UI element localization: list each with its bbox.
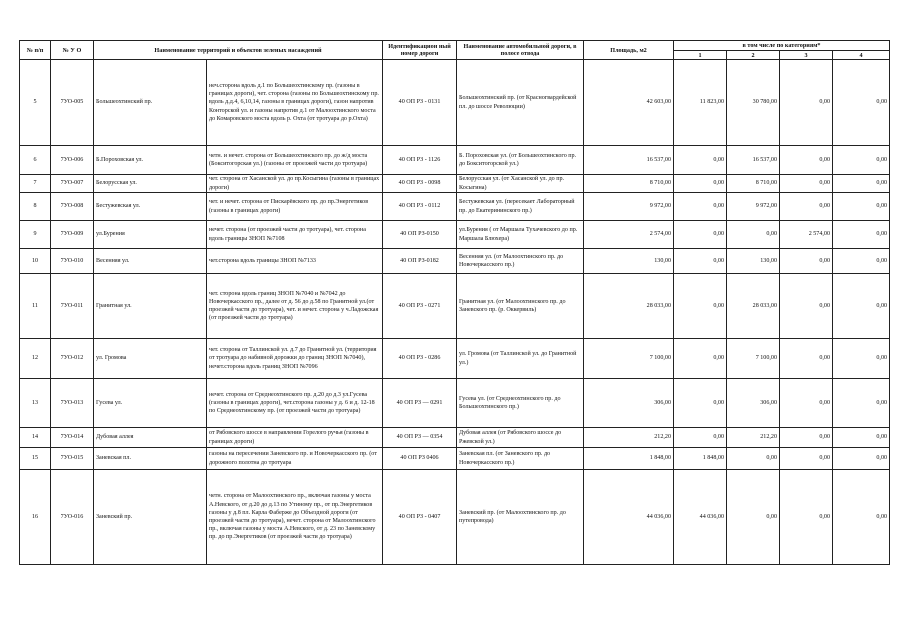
row-road-id: 40 ОП РЗ — 0354: [383, 428, 457, 448]
row-road-name: ул. Громова (от Таллинской ул. до Гранитной ул.): [457, 339, 584, 379]
row-category-4: 0,00: [833, 193, 890, 221]
green-areas-table: [19, 40, 890, 565]
row-road-id: 40 ОП РЗ - 0112: [383, 193, 457, 221]
row-category-1: 0,00: [674, 175, 727, 193]
row-category-2: 9 972,00: [727, 193, 780, 221]
table-row: [20, 60, 890, 146]
row-uo-code: 7УО-014: [51, 428, 94, 448]
row-road-id: 40 ОП РЗ - 0271: [383, 274, 457, 339]
header-cat-1: 1: [674, 51, 727, 60]
row-number: 16: [20, 470, 51, 565]
row-category-4: 0,00: [833, 339, 890, 379]
row-description: от Рябовского шоссе в направлении Горелого ручья (газоны в границах дороги): [207, 428, 383, 448]
row-area: 130,00: [584, 249, 674, 274]
row-category-1: 1 848,00: [674, 448, 727, 470]
row-number: 14: [20, 428, 51, 448]
row-category-4: 0,00: [833, 221, 890, 249]
row-area: 2 574,00: [584, 221, 674, 249]
table-row: [20, 274, 890, 339]
row-uo-code: 7УО-016: [51, 470, 94, 565]
row-category-3: 0,00: [780, 448, 833, 470]
header-cat-2: 2: [727, 51, 780, 60]
row-uo-code: 7УО-008: [51, 193, 94, 221]
row-description: чет. сторона вдоль границ ЗНОП №7040 и №7042 до Новочеркасского пр., далее от д. 56 до д.58 по Гранитной ул.(от проезжей части до тротуара), чет. и нечет. сторона у ч.Ладожская (от проезжей части до тротуара): [207, 274, 383, 339]
header-num: № п/п: [20, 41, 51, 60]
row-category-4: 0,00: [833, 379, 890, 428]
header-road: Наименование автомобильной дороги, в полосе отвода: [457, 41, 584, 60]
row-description: газоны на пересечении Заневского пр. и Новочеркасского пр. (от дорожного полотна до тротуара: [207, 448, 383, 470]
row-territory-name: Гусева ул.: [94, 379, 207, 428]
row-category-1: 0,00: [674, 221, 727, 249]
header-cat-4: 4: [833, 51, 890, 60]
row-road-name: Заневский пр. (от Малоохтинского пр. до путепровода): [457, 470, 584, 565]
row-road-id: 40 ОП РЗ - 0131: [383, 60, 457, 146]
row-category-4: 0,00: [833, 274, 890, 339]
row-road-name: ул.Бурения ( от Маршала Тухачевского до пр. Маршала Блюхера): [457, 221, 584, 249]
row-category-4: 0,00: [833, 428, 890, 448]
row-area: 28 033,00: [584, 274, 674, 339]
row-category-4: 0,00: [833, 146, 890, 175]
row-category-3: 0,00: [780, 470, 833, 565]
header-categories: в том числе по категориям*: [674, 41, 890, 51]
row-number: 7: [20, 175, 51, 193]
header-id: Идентификацион ный номер дороги: [383, 41, 457, 60]
row-number: 6: [20, 146, 51, 175]
table-row: [20, 379, 890, 428]
row-category-3: 0,00: [780, 339, 833, 379]
row-category-4: 0,00: [833, 448, 890, 470]
row-road-id: 40 ОП РЗ - 0286: [383, 339, 457, 379]
row-uo-code: 7УО-015: [51, 448, 94, 470]
row-category-3: 0,00: [780, 249, 833, 274]
row-road-id: 40 ОП РЗ - 1126: [383, 146, 457, 175]
row-territory-name: Весенняя ул.: [94, 249, 207, 274]
table-row: [20, 193, 890, 221]
row-number: 13: [20, 379, 51, 428]
row-territory-name: Дубовая аллея: [94, 428, 207, 448]
row-territory-name: Б.Пороховская ул.: [94, 146, 207, 175]
row-category-1: 0,00: [674, 274, 727, 339]
row-description: чет. сторона от Таллинской ул. д.7 до Гранитной ул. (территория от тротуара до набивной дорожки до границ ЗНОП №7040), нечет.сторона вдоль границ ЗНОП №7096: [207, 339, 383, 379]
row-road-name: Бестужевская ул. (пересекает Лабораторный пр. до Екатерининского пр.): [457, 193, 584, 221]
row-area: 212,20: [584, 428, 674, 448]
row-category-3: 0,00: [780, 60, 833, 146]
row-road-id: 40 ОП РЗ - 0098: [383, 175, 457, 193]
table-row: [20, 249, 890, 274]
row-uo-code: 7УО-012: [51, 339, 94, 379]
row-road-name: Большеохтинский пр. (от Красногвардейской пл. до шоссе Революции): [457, 60, 584, 146]
row-area: 44 036,00: [584, 470, 674, 565]
row-category-2: 16 537,00: [727, 146, 780, 175]
row-area: 9 972,00: [584, 193, 674, 221]
row-road-name: Б. Пороховская ул. (от Большеохтинского пр. до Бокситогорской ул.): [457, 146, 584, 175]
row-description: четн. сторона от Малоохтинского пр., включая газоны у моста А.Невского, от д.20 до д.13 по Утиному пр., от пр.Энергетиков газоны у д.8 пл. Карла Фаберже до Объездной дороги (от проезжей части до тротуара), нечет. сторона от Малоохтинского пр., включая газоны у моста А.Невского, от д. 23 по Заневскому пр. до пр.Энергетиков (от проезжей части до тротуара): [207, 470, 383, 565]
row-category-4: 0,00: [833, 249, 890, 274]
row-category-3: 0,00: [780, 274, 833, 339]
row-number: 10: [20, 249, 51, 274]
row-description: нечет. сторона (от проезжей части до тротуара), чет. сторона вдоль границы ЗНОП №7108: [207, 221, 383, 249]
row-territory-name: ул. Громова: [94, 339, 207, 379]
row-category-4: 0,00: [833, 175, 890, 193]
row-category-4: 0,00: [833, 60, 890, 146]
row-area: 306,00: [584, 379, 674, 428]
row-category-2: 306,00: [727, 379, 780, 428]
row-category-2: 0,00: [727, 470, 780, 565]
row-territory-name: Гранитная ул.: [94, 274, 207, 339]
row-category-3: 0,00: [780, 193, 833, 221]
row-description: чет. сторона от Хасанской ул. до пр.Косыгина (газоны в границах дороги): [207, 175, 383, 193]
row-category-3: 0,00: [780, 379, 833, 428]
row-number: 8: [20, 193, 51, 221]
row-number: 15: [20, 448, 51, 470]
row-category-2: 30 780,00: [727, 60, 780, 146]
row-category-3: 0,00: [780, 175, 833, 193]
row-category-1: 0,00: [674, 249, 727, 274]
row-area: 42 603,00: [584, 60, 674, 146]
row-territory-name: Заневская пл.: [94, 448, 207, 470]
row-number: 5: [20, 60, 51, 146]
row-area: 8 710,00: [584, 175, 674, 193]
header-cat-3: 3: [780, 51, 833, 60]
row-road-id: 40 ОП РЗ — 0291: [383, 379, 457, 428]
header-uo: № У О: [51, 41, 94, 60]
table-body: [20, 60, 890, 565]
row-uo-code: 7УО-009: [51, 221, 94, 249]
row-category-2: 0,00: [727, 448, 780, 470]
row-uo-code: 7УО-006: [51, 146, 94, 175]
table-row: [20, 339, 890, 379]
row-category-1: 44 036,00: [674, 470, 727, 565]
row-uo-code: 7УО-010: [51, 249, 94, 274]
row-description: неч.сторона вдоль д.1 по Большеохтинскому пр. (газоны в границах дороги), чет. сторона (газоны по Большеохтинскому пр. вдоль д.д.4, 6,10,14, газоны в границах дороги), газон напротив Конторской ул. и газоны напротив д.1 от Малоохтинского моста до Комаровского моста вдоль р. Охта (от тротуара до р.Охта): [207, 60, 383, 146]
table-row: [20, 448, 890, 470]
row-category-2: 28 033,00: [727, 274, 780, 339]
row-number: 9: [20, 221, 51, 249]
row-road-id: 40 ОП РЗ 0406: [383, 448, 457, 470]
row-category-2: 0,00: [727, 221, 780, 249]
row-road-name: Гранитная ул. (от Малоохтинского пр. до Заневского пр. (р. Оккервиль): [457, 274, 584, 339]
row-category-2: 130,00: [727, 249, 780, 274]
row-category-2: 7 100,00: [727, 339, 780, 379]
row-category-1: 0,00: [674, 379, 727, 428]
row-category-2: 8 710,00: [727, 175, 780, 193]
row-number: 11: [20, 274, 51, 339]
row-territory-name: Бестужевская ул.: [94, 193, 207, 221]
row-road-id: 40 ОП РЗ - 0407: [383, 470, 457, 565]
row-description: чет.сторона вдоль границы ЗНОП №7133: [207, 249, 383, 274]
row-category-1: 0,00: [674, 428, 727, 448]
row-road-name: Дубовая аллея (от Рябовского шоссе до Ржевской ул.): [457, 428, 584, 448]
table-row: [20, 470, 890, 565]
row-category-1: 0,00: [674, 339, 727, 379]
table-row: [20, 428, 890, 448]
table-row: [20, 221, 890, 249]
row-territory-name: ул.Бурения: [94, 221, 207, 249]
row-category-3: 2 574,00: [780, 221, 833, 249]
row-territory-name: Большеохтинский пр.: [94, 60, 207, 146]
row-category-4: 0,00: [833, 470, 890, 565]
row-uo-code: 7УО-007: [51, 175, 94, 193]
row-area: 1 848,00: [584, 448, 674, 470]
row-territory-name: Белорусская ул.: [94, 175, 207, 193]
row-road-id: 40 ОП РЗ-0182: [383, 249, 457, 274]
row-road-id: 40 ОП РЗ-0150: [383, 221, 457, 249]
row-road-name: Весенняя ул. (от Малоохтинского пр. до Новочеркасского пр.): [457, 249, 584, 274]
header-name: Наименование территорий и объектов зеленых насаждений: [94, 41, 383, 60]
row-road-name: Заневская пл. (от Заневского пр. до Новочеркасского пр.): [457, 448, 584, 470]
row-category-3: 0,00: [780, 428, 833, 448]
row-category-3: 0,00: [780, 146, 833, 175]
row-road-name: Гусева ул. (от Среднеохтинского пр. до Большеохтинского пр.): [457, 379, 584, 428]
row-category-1: 0,00: [674, 193, 727, 221]
row-description: чет. и нечет. сторона от Пискарёвского пр. до пр.Энергетиков (газоны в границах дороги): [207, 193, 383, 221]
row-uo-code: 7УО-011: [51, 274, 94, 339]
row-category-1: 11 823,00: [674, 60, 727, 146]
row-area: 7 100,00: [584, 339, 674, 379]
table-row: [20, 146, 890, 175]
row-territory-name: Заневский пр.: [94, 470, 207, 565]
row-number: 12: [20, 339, 51, 379]
row-road-name: Белорусская ул. (от Хасанской ул. до пр. Косыгина): [457, 175, 584, 193]
row-category-2: 212,20: [727, 428, 780, 448]
header-area: Площадь, м2: [584, 41, 674, 60]
row-category-1: 0,00: [674, 146, 727, 175]
row-area: 16 537,00: [584, 146, 674, 175]
row-uo-code: 7УО-013: [51, 379, 94, 428]
table-row: [20, 175, 890, 193]
row-description: четн. и нечет. сторона от Большеохтинского пр. до ж/д моста (Бокситогорская ул.) (газоны от проезжей части до тротуара): [207, 146, 383, 175]
row-uo-code: 7УО-005: [51, 60, 94, 146]
row-description: нечет. сторона от Среднеохтинского пр. д.20 до д.3 ул.Гусева (газоны в границах дороги), чет.сторона газоны у д. 6 и д. 12-18 по Среднеохтинскому пр. (от проезжей части до тротуара): [207, 379, 383, 428]
